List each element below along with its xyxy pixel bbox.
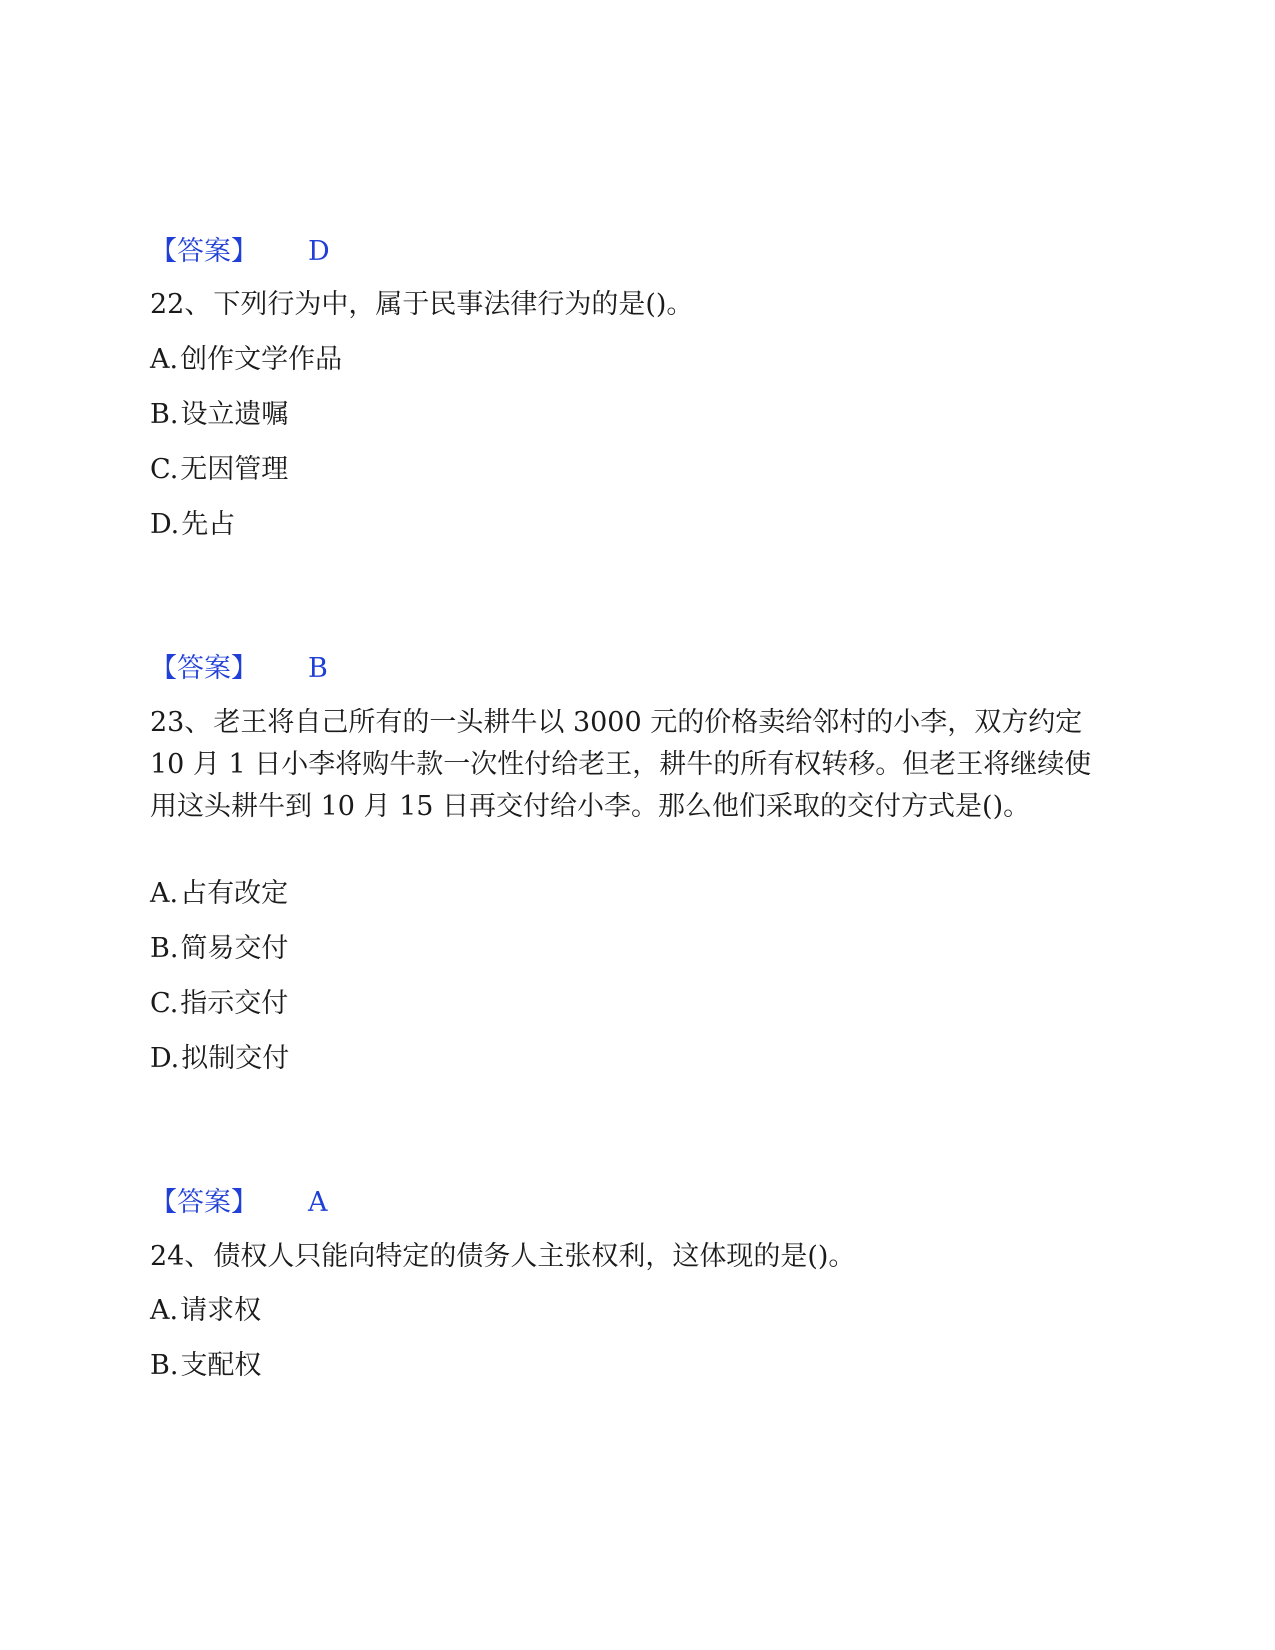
option-d [150,1041,289,1077]
option-text: 支配权 [180,1350,262,1381]
option-letter: D. [150,1043,180,1074]
option-letter: B. [150,933,179,964]
option-letter: C. [150,988,179,1019]
answer-line [150,651,328,687]
question-number: 23、 [150,707,212,738]
option-letter: B. [150,1350,179,1381]
answer-label: 【答案】 [150,653,258,684]
option-text: 创作文学作品 [180,344,343,375]
option-d [150,507,235,543]
option-c [150,986,288,1022]
answer-label: 【答案】 [150,1187,258,1218]
option-a [150,876,288,912]
answer-value: A [308,1187,328,1218]
option-text: 拟制交付 [181,1043,290,1074]
answer-line [150,234,330,270]
option-b [150,397,288,433]
question-text: 老王将自己所有的一头耕牛以 3000 元的价格卖给邻村的小李，双方约定 10 月 1 日小李将购牛款一次性付给老王，耕牛的所有权转移。但老王将继续使用这头耕牛到 10 月 15 日再交付给小李。那么他们采取的交付方式是()。 [150,707,1092,822]
option-text: 简易交付 [180,933,289,964]
option-text: 先占 [181,509,236,540]
option-letter: D. [150,509,180,540]
option-b [150,931,288,967]
answer-line [150,1185,328,1221]
option-text: 占有改定 [180,878,289,909]
option-a [150,1293,261,1329]
answer-label: 【答案】 [150,236,258,267]
option-letter: A. [150,1295,179,1326]
question-text: 下列行为中，属于民事法律行为的是()。 [213,289,694,320]
question-22 [150,284,1110,326]
answer-value: B [308,653,328,684]
option-letter: C. [150,454,179,485]
question-number: 22、 [150,289,212,320]
option-c [150,452,288,488]
answer-value: D [308,236,330,267]
option-letter: B. [150,399,179,430]
option-b [150,1348,261,1384]
option-text: 请求权 [180,1295,262,1326]
question-number: 24、 [150,1241,212,1272]
option-letter: A. [150,878,179,909]
option-text: 设立遗嘱 [180,399,289,430]
question-24 [150,1236,1110,1278]
question-23 [150,702,1110,828]
option-a [150,342,342,378]
option-text: 无因管理 [180,454,289,485]
option-letter: A. [150,344,179,375]
option-text: 指示交付 [180,988,289,1019]
question-text: 债权人只能向特定的债务人主张权利，这体现的是()。 [213,1241,856,1272]
